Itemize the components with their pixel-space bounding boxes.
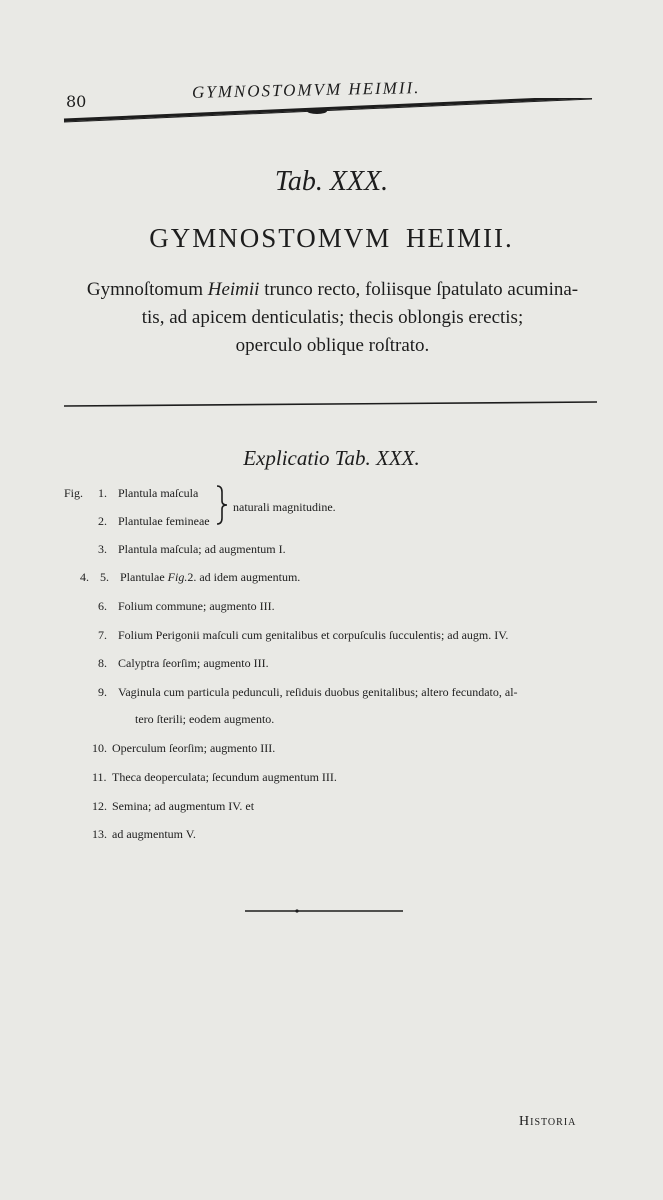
figure-number: 12. (92, 799, 107, 813)
figure-text: 2. ad idem augmentum. (187, 570, 301, 584)
explicatio-title: Explicatio Tab. XXX. (243, 446, 420, 470)
figure-item (92, 799, 254, 814)
figure-text: tero ſterili; eodem augmento. (135, 712, 275, 726)
figure-text: ad augmentum V. (112, 827, 196, 841)
figure-number: 7. (98, 628, 107, 642)
diagnosis-line-3: operculo oblique roſtrato. (235, 335, 430, 356)
figure-item (92, 827, 196, 842)
section-divider (64, 400, 597, 408)
figure-text: Operculum ſeorſim; augmento III. (112, 741, 276, 755)
catchword: Historia (519, 1114, 577, 1129)
figure-item (135, 712, 274, 727)
figure-item (98, 599, 275, 614)
running-head: GYMNOSTOMVM HEIMII. (191, 78, 421, 102)
figure-item (98, 685, 518, 700)
closing-rule (245, 907, 403, 915)
figure-item (98, 542, 286, 557)
figure-number: 8. (98, 656, 107, 670)
species-diagnosis (60, 276, 605, 360)
figure-item (98, 486, 198, 501)
figure-number: 4. (80, 570, 89, 584)
figure-number: 9. (98, 685, 107, 699)
figure-number: 11. (92, 770, 107, 784)
diagnosis-line-1 (60, 276, 605, 304)
fig-label: Fig. (64, 486, 84, 500)
figure-text: Folium Perigonii maſculi cum genitalibus et corpuſculis ſucculentis; ad augm. IV. (118, 628, 509, 642)
figure-text: Calyptra ſeorſim; augmento III. (118, 656, 269, 670)
diagnosis-genus: Gymnoſtomum (86, 279, 208, 300)
diagnosis-line-2: tis, ad apicem denticulatis; thecis oblongis erectis; (141, 307, 524, 328)
figure-number: 2. (98, 514, 107, 528)
figure-text: Plantulae femineae (118, 514, 210, 528)
figure-text: Plantulae (120, 570, 168, 584)
figure-number: 3. (98, 542, 107, 556)
figure-text: Plantula maſcula; ad augmentum I. (118, 542, 286, 556)
figure-text: Vaginula cum particula pedunculi, reſiduis duobus genitalibus; altero fecundato, al- (118, 685, 518, 699)
figure-item (98, 628, 508, 643)
figure-text: Plantula maſcula (118, 486, 199, 500)
figure-text: Semina; ad augmentum IV. et (112, 799, 255, 813)
figure-item (98, 514, 210, 529)
figure-item (98, 656, 269, 671)
figure-number: 13. (92, 827, 107, 841)
figure-item (80, 570, 300, 585)
figure-number: 1. (98, 486, 107, 500)
plate-title: Tab. XXX. (274, 166, 389, 197)
figure-number: 6. (98, 599, 107, 613)
species-title: GYMNOSTOMVM HEIMII. (149, 223, 514, 253)
figure-item (92, 741, 275, 756)
diagnosis-text: trunco recto, foliisque ſpatulato acumina- (259, 279, 579, 300)
ornamental-head-rule (62, 98, 594, 124)
curly-brace (214, 484, 234, 526)
figure-item (92, 770, 337, 785)
figure-number: 5. (100, 570, 109, 584)
page-number: 80 (66, 92, 87, 111)
figure-text: Folium commune; augmento III. (118, 599, 275, 613)
figure-number: 10. (92, 741, 107, 755)
diagnosis-epithet: Heimii (207, 279, 260, 300)
brace-annotation: naturali magnitudine. (233, 500, 336, 514)
figure-text: Theca deoperculata; ſecundum augmentum III. (112, 770, 337, 784)
figure-text-italic: Fig. (167, 570, 188, 584)
